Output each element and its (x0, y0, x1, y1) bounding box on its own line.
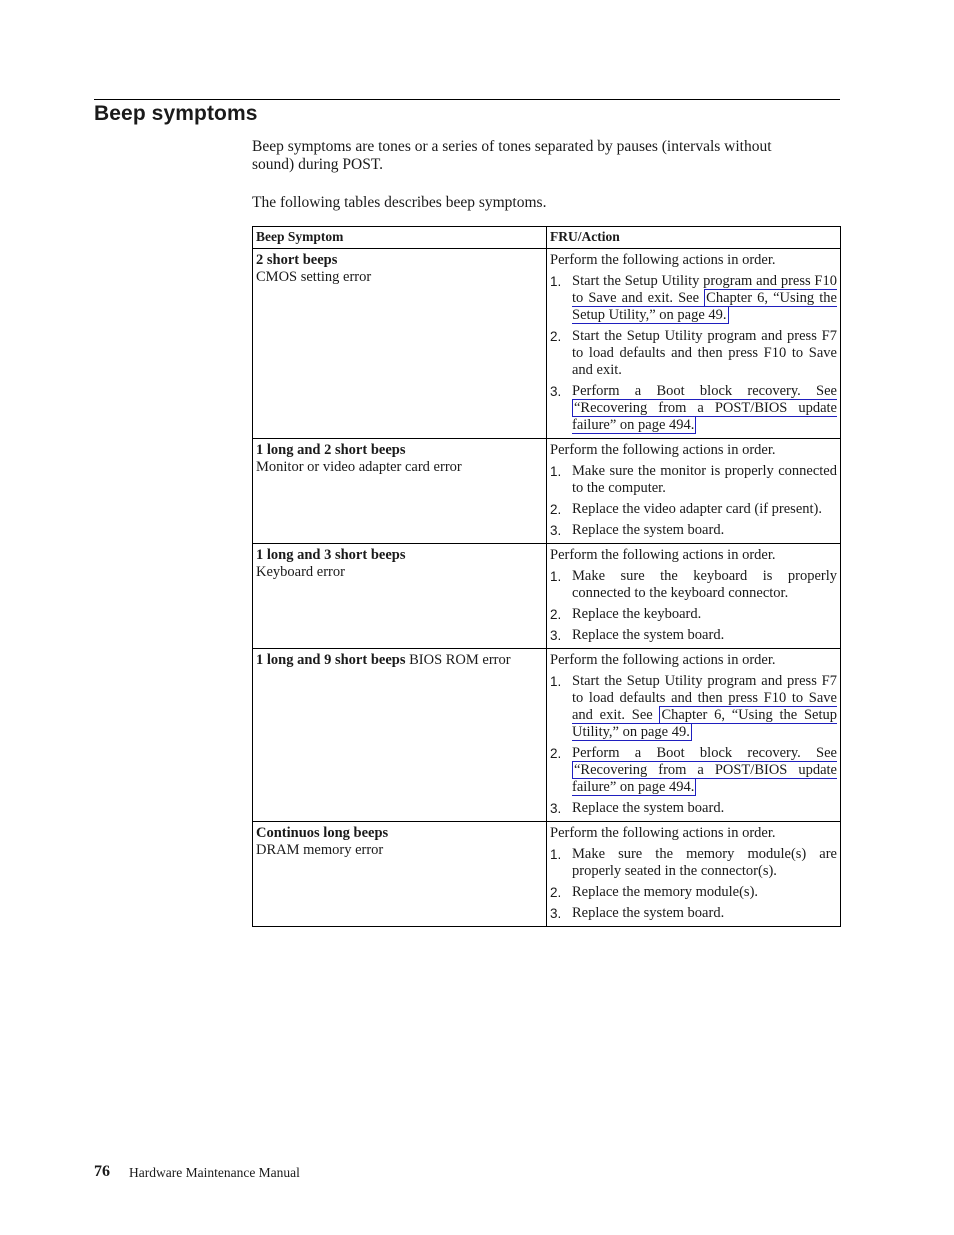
action-intro: Perform the following actions in order. (550, 547, 776, 563)
step-text: Replace the video adapter card (if present). (572, 501, 822, 517)
step-number: 1. (550, 464, 562, 479)
list-item (550, 884, 837, 901)
step-text: Perform a Boot block recovery. See (572, 383, 837, 399)
footer-title: Hardware Maintenance Manual (129, 1165, 300, 1180)
action-cell (547, 439, 841, 544)
list-item (550, 501, 837, 518)
step-text: Make sure the memory module(s) are properly seated in the connector(s). (572, 846, 837, 879)
step-text: Replace the system board. (572, 905, 725, 921)
action-intro: Perform the following actions in order. (550, 825, 776, 841)
symptom-cell (253, 249, 547, 439)
list-item (550, 673, 837, 741)
action-intro: Perform the following actions in order. (550, 442, 776, 458)
step-text: Make sure the monitor is properly connected to the computer. (572, 463, 837, 496)
step-number: 3. (550, 906, 562, 921)
step-text: Replace the system board. (572, 522, 725, 538)
table-row (253, 649, 841, 822)
list-item (550, 522, 837, 539)
intro-paragraph-2: The following tables describes beep symptoms. (252, 194, 547, 211)
list-item (550, 606, 837, 623)
list-item (550, 905, 837, 922)
action-steps (550, 673, 837, 817)
symptom-name: Continuos long beeps (256, 825, 389, 841)
list-item (550, 328, 837, 379)
step-text: Start the Setup Utility program and press F7 to load defaults and then press F10 to Save and exit. See (572, 673, 837, 723)
table-row (253, 544, 841, 649)
step-number: 2. (550, 607, 562, 622)
intro-paragraph: Beep symptoms are tones or a series of tones separated by pauses (intervals without sound) during POST. (252, 138, 772, 173)
list-item (550, 568, 837, 602)
step-text: Replace the memory module(s). (572, 884, 759, 900)
action-steps (550, 463, 837, 539)
cross-reference-link[interactable]: “Recovering from a POST/BIOS update failure” on page 494. (572, 762, 837, 795)
symptom-name: 1 long and 3 short beeps (256, 547, 406, 563)
step-number: 3. (550, 384, 562, 399)
symptom-cell (253, 822, 547, 927)
step-number: 1. (550, 674, 562, 689)
action-steps (550, 846, 837, 922)
list-item (550, 273, 837, 324)
step-number: 1. (550, 274, 562, 289)
step-text: Start the Setup Utility program and press F7 to load defaults and then press F10 to Save and exit. (572, 328, 837, 378)
symptom-cell (253, 439, 547, 544)
action-steps (550, 568, 837, 644)
column-header-symptom: Beep Symptom (253, 227, 547, 249)
step-number: 2. (550, 885, 562, 900)
symptom-cell (253, 649, 547, 822)
list-item (550, 463, 837, 497)
action-cell (547, 249, 841, 439)
action-intro: Perform the following actions in order. (550, 252, 776, 268)
page-number: 76 (94, 1163, 110, 1180)
step-text: Make sure the keyboard is properly connected to the keyboard connector. (572, 568, 837, 601)
list-item (550, 745, 837, 796)
header-rule (94, 99, 840, 100)
table-row (253, 822, 841, 927)
action-cell (547, 544, 841, 649)
step-number: 1. (550, 569, 562, 584)
step-text: Perform a Boot block recovery. See (572, 745, 837, 761)
table-header-row (253, 227, 841, 249)
symptom-description: CMOS setting error (256, 269, 372, 285)
step-number: 3. (550, 801, 562, 816)
list-item (550, 800, 837, 817)
cross-reference-link[interactable]: Chapter 6, “Using the Setup Utility,” on page 49. (572, 290, 837, 323)
list-item (550, 846, 837, 880)
page-heading: Beep symptoms (94, 102, 258, 125)
action-cell (547, 649, 841, 822)
list-item (550, 383, 837, 434)
step-number: 2. (550, 502, 562, 517)
action-intro: Perform the following actions in order. (550, 652, 776, 668)
column-header-action: FRU/Action (547, 227, 841, 249)
beep-symptoms-table (252, 226, 841, 927)
action-cell (547, 822, 841, 927)
step-number: 2. (550, 746, 562, 761)
step-text: Replace the system board. (572, 800, 725, 816)
symptom-name: 1 long and 2 short beeps (256, 442, 406, 458)
action-steps (550, 273, 837, 434)
table-row (253, 249, 841, 439)
step-number: 3. (550, 628, 562, 643)
step-number: 2. (550, 329, 562, 344)
step-number: 1. (550, 847, 562, 862)
symptom-name: 2 short beeps (256, 252, 338, 268)
step-text: Start the Setup Utility program and press F10 to Save and exit. See (572, 273, 837, 306)
symptom-description: DRAM memory error (256, 842, 384, 858)
symptom-description: Monitor or video adapter card error (256, 459, 462, 475)
cross-reference-link[interactable]: “Recovering from a POST/BIOS update failure” on page 494. (572, 400, 837, 433)
symptom-cell (253, 544, 547, 649)
list-item (550, 627, 837, 644)
step-text: Replace the keyboard. (572, 606, 702, 622)
symptom-description: BIOS ROM error (405, 652, 511, 668)
step-text: Replace the system board. (572, 627, 725, 643)
table-row (253, 439, 841, 544)
step-number: 3. (550, 523, 562, 538)
symptom-name: 1 long and 9 short beeps (256, 652, 406, 668)
symptom-description: Keyboard error (256, 564, 345, 580)
cross-reference-link[interactable]: Chapter 6, “Using the Setup Utility,” on page 49. (572, 707, 837, 740)
